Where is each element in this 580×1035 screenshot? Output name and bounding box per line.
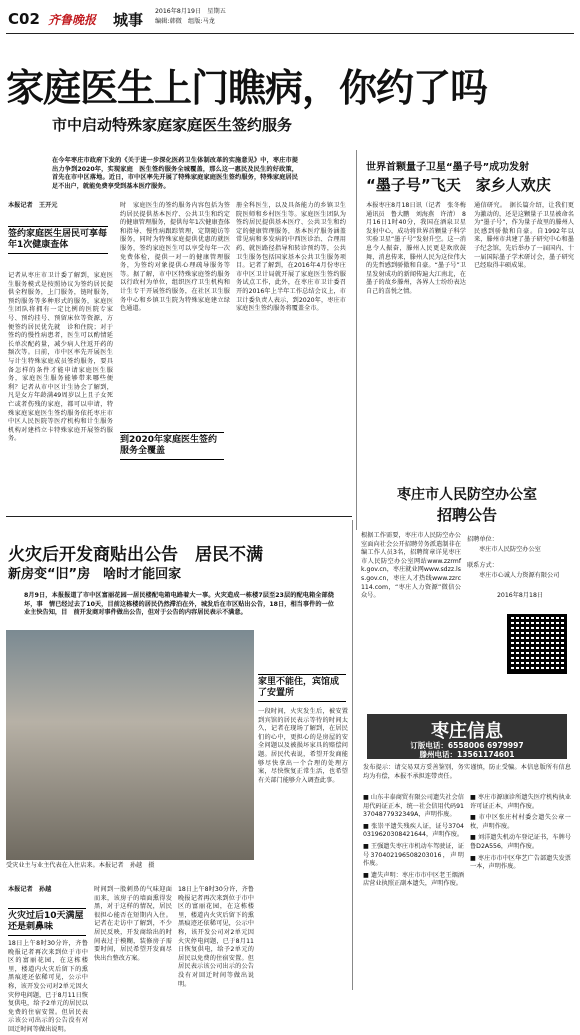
list-item: ■ 张崇平遗失残疾人证，证号37040319620308421644，声明作废。 xyxy=(363,822,464,839)
main-headline: 家庭医生上门瞧病，你约了吗 xyxy=(6,66,488,110)
classified-list xyxy=(363,794,571,988)
story3-subhead-box: 火灾过后10天满屋还是刺鼻味 xyxy=(8,908,86,936)
article-column-2: 时 家庭医生的签约服务内容包括为签约居民提供基本医疗、公共卫生和约定的健康管理服务，提供每年1次健康查体和指导、慢性病跟踪管理，定期随访等服务，同时为特殊家庭提供优惠的就医服务，签约家庭医生可以享受每年一次免费体检，提供一对一的健康管理服务，为签约对象提供心理疏导服务等等。据了解，市中区特殊家庭签约服务以行政村为单位，组织医疗卫生机构和计生专干开展签约服务，在社区卫生服务中心和乡镇卫生院为特殊家庭建立绿色通道。 xyxy=(120,202,230,313)
list-item: ■ 刘洋遗失机动车登记证书，车牌号鲁D2A556，声明作废。 xyxy=(470,834,571,850)
news2-headline: “墨子号”飞天 家乡人欢庆 xyxy=(366,176,551,194)
subhead-box-1: 签约家庭医生居民可享每年1次健康查体 xyxy=(8,226,108,254)
story3-column-c: 一段时间，火灾发生后，被安置到宾馆的居民表示等待的时间太久，记者在现场了解到，在居民们的心中，更担心的是房屋的安全问题以及被损坏家具的赔偿问题。居民代表说，希望开发商能够尽快拿出一个合理的处理方案，尽快恢复正常生活，也希望有关部门能够介入调查此事。 xyxy=(258,708,348,784)
byline: 本报记者 王开元 xyxy=(8,202,58,209)
classified-phone-1: 订版电话：6558006 6979997 xyxy=(410,741,524,750)
story3-headline: 火灾后开发商贴出公告 居民不满 xyxy=(8,545,263,565)
classified-notice: 发布提示：请交易双方妥善鉴别，务实谨慎，防止受骗。本信息版所有信息均为有偿，本报不承担连带责任。 xyxy=(363,764,571,780)
classified-header xyxy=(367,714,567,759)
list-item: ■ 王强遗失枣庄市机动车驾驶证，证号370402196508203016，声明作废。 xyxy=(363,842,464,868)
editors: 编辑:韩微 组版:马龙 xyxy=(155,18,215,25)
issue-date: 2016年8月19日 星期五 xyxy=(155,8,226,15)
story3-byline: 本报记者 孙越 xyxy=(8,886,52,893)
list-item: ■ 山东丰泰商贸有限公司遗失社会信用代码证正本，统一社会信用代码913704877932349A，声明作废。 xyxy=(363,794,464,819)
story3-column-a: 18日上午8时30分许，齐鲁晚报记者再次来到位于市中区的富丽花园，在这栋楼里，楼道内火灾后留下的熏黑痕迹还依稀可见，公示中称，该开发公司对2单元因火灾停电问题，已于8月11日恢复供电，给予2单元的居民以免费的住宿安置。但居民表示该公司出示的公告没有对回迁时间等做出说明。 xyxy=(8,940,88,1033)
story3-column-b2: 18日上午8时30分许，齐鲁晚报记者再次来到位于市中区的富丽花园，在这栋楼里，楼道内火灾后留下的熏黑痕迹还依稀可见，公示中称，该开发公司对2单元因火灾停电问题，已于8月11日恢复供电，给予2单元的居民以免费的住宿安置。但居民表示该公司出示的公告没有对回迁时间等做出说明。 xyxy=(178,886,254,988)
news2-column-1: 本报枣庄8月18日讯（记者 张冬梅 通讯员 鲁大鹏 刘海燕 许清） 8月16日1时40分，我国在酒泉卫星发射中心，成功将世界首颗量子科学实验卫星“墨子号”发射升空。这一消息令人振奋，滕州人民更是欢欣鼓舞，消息传来，滕州人民为这位伟大的先哲感到骄傲和自豪。“墨子号”卫星发射成功的新闻传遍大江南北，在墨子的故乡滕州，各界人士纷纷表达自己的喜悦之情。 xyxy=(366,202,473,295)
photo-caption: 受灾业主与业主代表在入住店来。本报记者 孙越 摄 xyxy=(6,862,155,869)
main-subheadline: 市中启动特殊家庭家庭医生签约服务 xyxy=(52,116,293,134)
news2-kicker: 世界首颗量子卫星“墨子号”成功发射 xyxy=(366,162,530,173)
list-item: ■ 市中区张庄村村委会遗失公章一枚，声明作废。 xyxy=(470,814,571,830)
qr-code-icon xyxy=(507,614,567,674)
page-number: C02 xyxy=(8,10,40,28)
list-item: ■ 枣庄市市中区华艺广告部遗失发票一本，声明作废。 xyxy=(470,854,571,871)
section-name: 城事 xyxy=(113,11,144,29)
classified-title: 枣庄信息 xyxy=(431,721,503,742)
recruitment-ad xyxy=(357,478,577,710)
recruit-title: 招聘公告 xyxy=(436,506,497,524)
fire-scene-photo xyxy=(6,630,254,860)
recruit-sign-label: 招聘单位： xyxy=(467,536,498,543)
lead-paragraph: 在今年枣庄市政府下发的《关于进一步深化医药卫生体制改革的实施意见》中，枣庄市提出力争到2020年，实现家庭 医生签约服务全城覆盖，那么这一惠民及民生的好政策，首先在市中区落地。近日，市中区率先开展了特殊家庭家庭医生签约服务，特殊家庭居民足不出户，就能免费享受到基本医疗服务。 xyxy=(52,157,298,190)
recruit-sign-org-2: 枣庄市心诚人力资源有限公司 xyxy=(479,572,560,579)
sidebox-title: 家里不能住，宾馆成了安置所 xyxy=(258,674,346,702)
list-item: ■ 枣庄市源康诊所遗失医疗机构执业许可证正本，声明作废。 xyxy=(470,794,571,810)
recruit-sign-org: 枣庄市人民防空办公室 xyxy=(479,546,541,553)
list-item: ■ 遗失声明：枣庄市市中区老王烟酒店营业执照正副本遗失，声明作废。 xyxy=(363,871,464,888)
classified-ads xyxy=(357,714,577,990)
recruit-body: 根据工作需要，枣庄市人民防空办公室面向社会公开招聘劳务派遣制非在编工作人员3名，招聘简章详见枣庄市人民防空办公室网站www.zzrmfk.gov.cn，枣庄就业网www.sdzz.lss.gov.cn，枣庄人才热线www.zzrc114.com，“枣庄人力资源”微信公众号。 xyxy=(361,532,461,600)
story3-column-b: 时间到一股刺鼻的气味迎面而来，该房子的墙面熏得发黑，对于这样的情况，居民很担心能否在短期内入住。记者在走访中了解到，不少居民反映，开发商给出的时间表过于模糊，装修房子需要时间，居民希望开发商尽快出台整改方案。 xyxy=(94,886,172,962)
classified-phone-2: 滕州电话：13561174601 xyxy=(419,750,515,759)
recruit-sign-label-2: 联系方式： xyxy=(467,562,498,569)
story3-subheadline: 新房变“旧”房 啥时才能回家 xyxy=(8,567,182,582)
article-column-1: 记者从枣庄市卫计委了解到，家庭医生服务模式是按照协议为签约居民提供全程服务，上门服务，链时服务，预约服务等多种形式的服务，家庭医生团队将拥有一定比例的医院专家号、预约挂号、预留床位等资源，方便签约居民优先就 诊和住院；对于签约的慢性病患者，医生可以酌情延长单次配药量，减少病人往返开药的频次等。日前，市中区率先开展医生与计生特殊家庭成员签约服务，要具备怎样的条件才能申请家庭医生服务，家庭医生服务能够带来哪些便利？记者从市中区计生协会了解到，凡是女方年龄满49周岁以上且子女死亡或者伤残的家庭，都可以申请，特殊家庭家庭医生签约服务依托枣庄市中区人民医院等医疗机构和计生服务机构对建档立卡特殊家庭开展签约服务。 xyxy=(8,272,113,443)
subhead-box-2: 到2020年家庭医生签约服务全覆盖 xyxy=(120,432,224,460)
article-column-3: 册全科医生，以及具备能力的乡镇卫生院医师和乡村医生等。家庭医生团队为签约居民提供基本医疗、公共卫生和约定的健康管理服务，基本医疗服务涵盖常见病和多发病的中西医诊治、合理用药、就医路径指导和转诊预约等，公共卫生服务包括国家基本公共卫生服务项目。记者了解到，在2016年4月份枣庄市中区卫计局就开展了家庭医生签约服务试点工作，此外，在枣庄市卫计委召开的2016年上半年工作总结会议上，市卫计委负责人表示，到2020年，枣庄市家庭医生签约服务将覆盖全市。 xyxy=(236,202,346,313)
newspaper-logo: 齐鲁晚报 xyxy=(48,13,97,27)
recruit-org-title: 枣庄市人民防空办公室 xyxy=(397,487,537,503)
recruit-sign-date: 2016年8月18日 xyxy=(497,592,544,599)
news2-column-2: 通信研究。 据长篇介绍，让我们更为激动的，还是这颗量子卫星被命名为“墨子号”，作为量子故里的滕州人民感到骄傲和自豪。自1992年以来，滕州市共建了墨子研究中心和墨子纪念馆，先后举办了一届国内、十一届国际墨子学术研讨会，墨子研究已经取得丰硕成果。 xyxy=(474,202,574,270)
story3-lead: 8月9日，本报报道了市中区富丽花园一居民楼配电箱电路着大一事。火灾造成一栋楼7层至23层的配电箱全部烧坏，事 情已经过去了10天，目前这栋楼的居民仍然滞泊在外，城发后在市区贴出公告，18日，相当事件的一位业主快告知，目 前开发商对事件做出公告，但对于公告的内容居民表示不满意。 xyxy=(24,592,334,617)
